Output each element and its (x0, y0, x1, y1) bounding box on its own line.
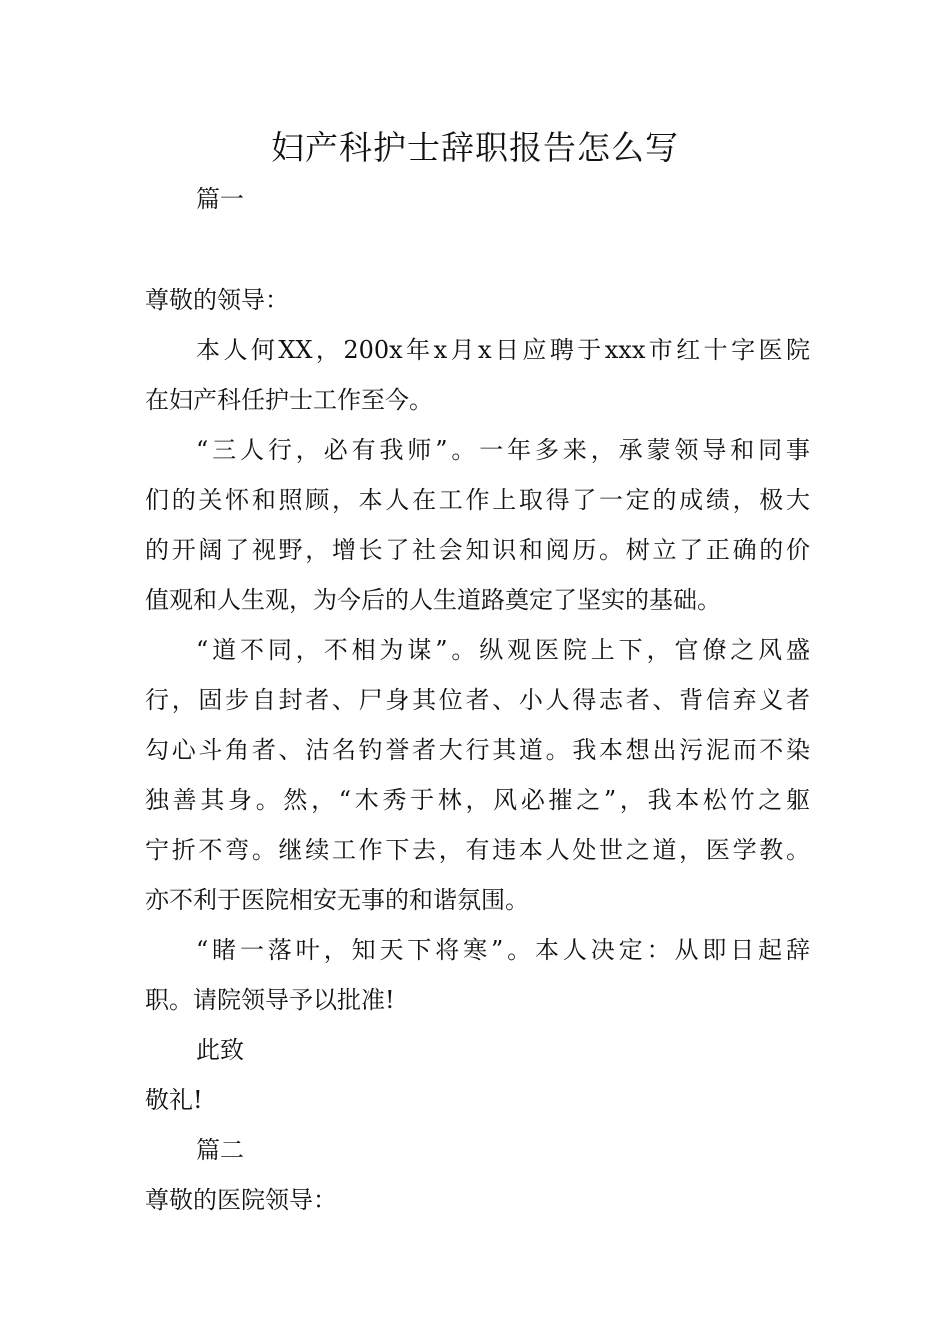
paragraph-line: 值观和人生观，为今后的人生道路奠定了坚实的基础。 (145, 586, 721, 614)
closing-line: 此致 (196, 1036, 244, 1064)
paragraph-line: 的开阔了视野，增长了社会知识和阅历。树立了正确的价 (145, 536, 810, 564)
paragraph-line: 亦不利于医院相安无事的和谐氛围。 (145, 886, 529, 914)
paragraph-line: 们的关怀和照顾，本人在工作上取得了一定的成绩，极大 (145, 486, 810, 514)
paragraph-line: 本人何XX，200x年x月x日应聘于xxx市红十字医院 (196, 336, 810, 364)
document-title: 妇产科护士辞职报告怎么写 (271, 128, 679, 167)
paragraph-line: 宁折不弯。继续工作下去，有违本人处世之道，医学教。 (145, 836, 810, 864)
paragraph-line: “三人行，必有我师”。一年多来，承蒙领导和同事 (196, 436, 810, 464)
paragraph-line: 勾心斗角者、沽名钓誉者大行其道。我本想出污泥而不染 (145, 736, 810, 764)
salutation-1: 尊敬的领导： (145, 286, 289, 314)
paragraph-line: 职。请院领导予以批准! (145, 986, 395, 1014)
paragraph-line: 在妇产科任护士工作至今。 (145, 386, 433, 414)
paragraph-line: “道不同，不相为谋”。纵观医院上下，官僚之风盛 (196, 636, 810, 664)
section-heading-1: 篇一 (196, 185, 244, 213)
paragraph-line: 独善其身。然，“木秀于林，风必摧之”，我本松竹之躯 (145, 786, 810, 814)
paragraph-line: “睹一落叶，知天下将寒”。本人决定：从即日起辞 (196, 936, 810, 964)
paragraph-line: 行，固步自封者、尸身其位者、小人得志者、背信弃义者 (145, 686, 810, 714)
salutation-2: 尊敬的医院领导： (145, 1186, 337, 1214)
section-heading-2: 篇二 (196, 1136, 244, 1164)
closing-regards: 敬礼! (145, 1086, 203, 1114)
